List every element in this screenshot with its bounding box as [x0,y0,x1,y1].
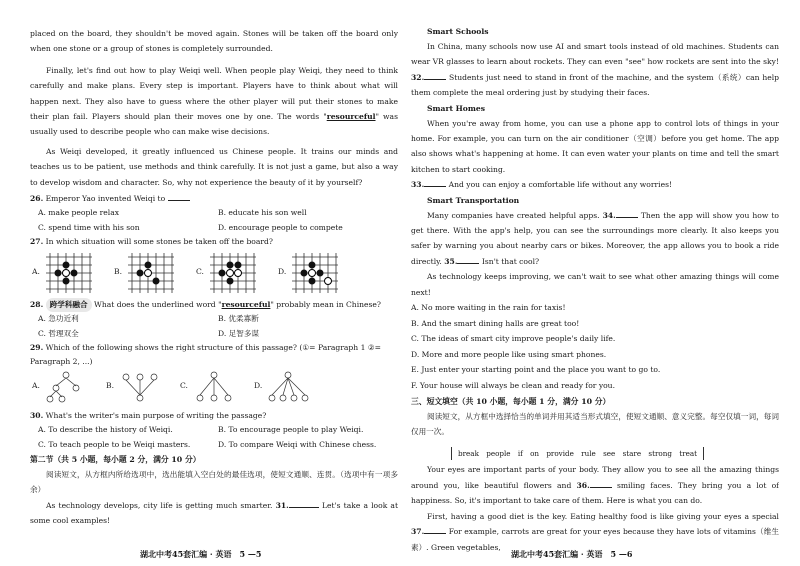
paragraph: As technology keeps improving, we can't wait to see what other amazing things will come next! [411,272,779,297]
q27-board-figures [30,249,398,295]
underlined-word: resourceful [326,112,376,122]
section-heading: 三、短文填空（共 10 小题，每小题 1 分，满分 10 分） [411,396,611,406]
q26-options: A. make people relax B. educate his son well C. spend time with his son D. encourage people to compete [38,208,343,232]
q29-structure-figures [30,369,398,405]
question-30: 30. What's the writer's main purpose of writing the passage? [30,411,267,421]
structure-b: B. [118,371,162,403]
paragraph: Your eyes are important parts of your body. They allow you to see all the amazing things around you, like beautiful flowers and 36. smiling faces. They bring you a lot of happiness. So, it's important to take care of them. Here is what you can do. [411,465,779,506]
paragraph: 33. And you can enjoy a comfortable life without any worries! [411,180,673,190]
paragraph: As Weiqi developed, it greatly influenced us Chinese people. It trains our minds and teaches us to be patient, use methods and think carefully. It is not just a game, but also a way to develop wisdom and character. So, why not experience the beauty of it by yourself? [30,146,398,187]
go-board-a: A. [44,253,94,293]
paragraph: Finally, let's find out how to play Weiqi well. When people play Weiqi, they need to think carefully and make plans. Every step is important. Players have to think about what will happen next. They also have to guess where the other player will put their stones to make their plan fail. Players should plan their moves one by one. The words "resourceful" was usually used to describe people who can make wise decisions. [30,65,398,137]
heading-smart-homes: Smart Homes [427,103,485,113]
word-box: break people if on provide rule see stare strong treat [451,447,704,460]
option-list [411,300,779,394]
subject-badge: 跨学科融合 [46,298,92,312]
structure-a: A. [44,371,88,403]
list-item: F. Your house will always be clean and ready for you. [411,381,615,391]
section-heading: 第二节（共 5 小题，每小题 2 分，满分 10 分） [30,455,201,465]
list-item: D. More and more people like using smart phones. [411,349,607,359]
list-item: C. The ideas of smart city improve people's daily life. [411,334,616,344]
go-board-c: C. [208,253,258,293]
question-28: 28. 跨学科融合 What does the underlined word "resourceful" probably mean in Chinese? [30,298,398,312]
question-29: 29. Which of the following shows the right structure of this passage? (①= Paragraph 1 ②= Paragraph 2, ...) [30,343,382,367]
section-instructions: 阅读短文，从方框内所给选项中，选出能填入空白处的最佳选项，使短文通顺、连贯。（选项中有一项多余） [30,470,398,495]
left-column [30,0,398,566]
heading-smart-schools: Smart Schools [427,27,489,36]
paragraph: In China, many schools now use AI and smart tools instead of old machines. Students can wear VR glasses to learn about rockets. They can even "see" how rockets are sent into the sky! 32. Students just need to stand in front of the machine, and the system（系统）can help them complete the meal ordering just by studying their faces. [411,42,779,98]
section-instructions: 阅读短文，从方框中选择恰当的单词并用其适当形式填空，使短文通顺、意义完整。每空仅填一词，每词仅用一次。 [411,411,779,437]
right-column [411,0,779,566]
page-footer: 湖北中考45套汇编 · 英语 5 —5 [140,549,262,559]
question-26: 26. Emperor Yao invented Weiqi to [30,192,398,206]
paragraph: placed on the board, they shouldn't be moved again. Stones will be taken off the board only when one stone or a group of stones is completely surrounded. [30,29,398,54]
go-board-b: B. [126,253,176,293]
list-item: A. No more waiting in the rain for taxis! [411,303,566,313]
paragraph: Many companies have created helpful apps. 34. Then the app will show you how to get there. With the app's help, you can see the surroundings more clearly. It also keeps you safer by warning you about nearby cars or bikes. Moreover, the app allows you to book a ride directly. 35. Isn't that cool? [411,210,779,266]
page-footer: 湖北中考45套汇编 · 英语 5 —6 [511,549,633,559]
q28-options: A. 急功近利 B. 优柔寡断 C. 哲理双全 D. 足智多谋 [38,314,260,338]
paragraph: As technology develops, city life is getting much smarter. 31. Let's take a look at some cool examples! [30,500,398,526]
question-27: 27. In which situation will some stones be taken off the board? [30,237,273,247]
q30-options: A. To describe the history of Weiqi. B. To encourage people to play Weiqi. C. To teach people to be Weiqi masters. D. To compare Weiqi with Chinese chess. [38,425,377,449]
structure-c: C. [192,371,236,403]
paragraph: First, having a good diet is the key. Eating healthy food is like giving your eyes a special 37. For example, carrots are great for your eyes because they have lots of vitamins（维生素）. Green vegetables, [411,511,779,552]
structure-d: D. [266,371,310,403]
word-box-row [411,441,779,460]
go-board-d: D. [290,253,340,293]
list-item: E. Just enter your starting point and the place you want to go to. [411,365,661,375]
list-item: B. And the smart dining halls are great too! [411,318,580,328]
paragraph: When you're away from home, you can use a phone app to control lots of things in your home. For example, you can turn on the air conditioner（空调）before you get home. The app also shows what's happening at home. It can even water your plants on time and tell the smart kitchen to start cooking. [411,118,779,174]
heading-smart-transportation: Smart Transportation [427,195,520,205]
